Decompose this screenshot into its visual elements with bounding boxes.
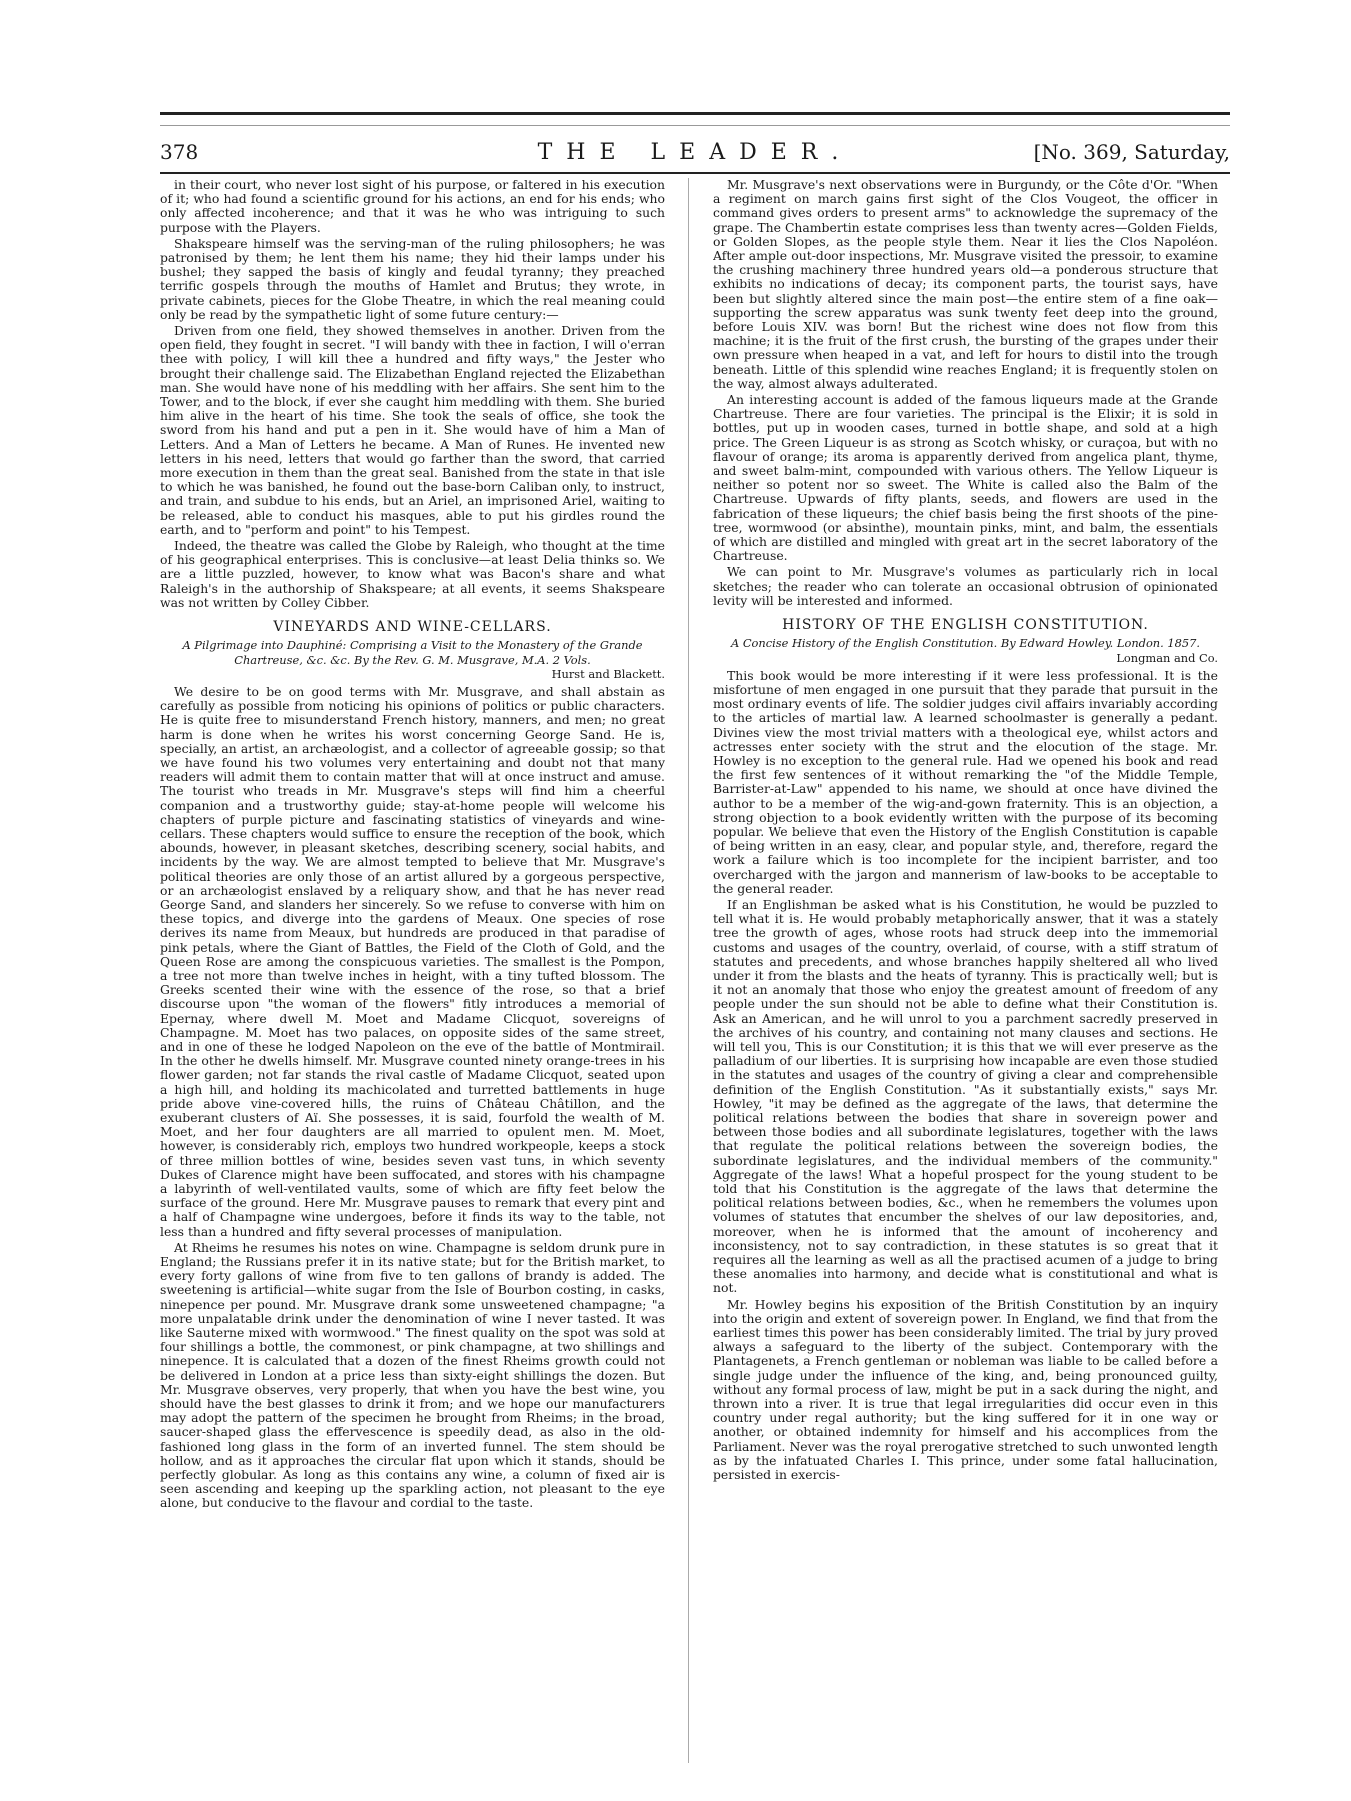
right-column — [713, 178, 1218, 1763]
paragraph: Mr. Howley begins his exposition of the British Constitution by an inquiry into the origin and extent of sovereign power. In England, we find that from the earliest times this power has been considerably limited. The trial by jury proved always a safeguard to the liberty of the subject. Contemporary with the Plantagenets, a French gentleman or nobleman was liable to be called before a single judge under the influence of the king, and, being pronounced guilty, without any formal process of law, might be put in a sack during the night, and thrown into a river. It is true that legal irregularities did occur even in this country under regal authority; but the king suffered for it in one way or another, or obtained indemnity for himself and his accomplices from the Parliament. Never was the royal prerogative stretched to such unwonted length as by the infatuated Charles I. This prince, under some fatal hallucination, persisted in exercis- — [713, 1296, 1218, 1483]
paragraph: in their court, who never lost sight of his purpose, or faltered in his execution of it; who had found a scientific ground for his actions, an end for his ends; who only affected incoherence; and that it was he who was intriguing to such purpose with the Players. — [160, 178, 665, 235]
column-divider — [688, 178, 689, 1763]
masthead: THE LEADER. — [537, 140, 853, 165]
review-title: HISTORY OF THE ENGLISH CONSTITUTION. — [782, 617, 1149, 634]
review-publisher: Hurst and Blackett. — [551, 666, 665, 681]
review-title: VINEYARDS AND WINE-CELLARS. — [273, 619, 552, 636]
page-number: 378 — [160, 140, 199, 164]
issue-number: [No. 369, Saturday, — [1033, 140, 1230, 164]
paragraph: If an Englishman be asked what is his Constitution, he would be puzzled to tell what it is. He would probably metaphorically answer, that it was a stately tree the growth of ages, whose roots had struck deep into the immemorial customs and usages of the country, overlaid, of course, with a stiff stratum of statutes and precedents, and whose branches happily sheltered all who lived under it from the blasts and the heats of tyranny. This is practically well; but is it not an anomaly that those who enjoy the greatest amount of freedom of any people under the sun should not be able to define what their Constitution is. Ask an American, and he will unrol to you a parchment sacredly preserved in the archives of his country, and containing not many clauses and sections. He will tell you, This is our Constitution; it is this that we will ever preserve as the palladium of our liberties. It is surprising how incapable are even those studied in the statutes and usages of the country of giving a clear and comprehensible definition of the English Constitution. "As it substantially exists," says Mr. Howley, "it may be defined as the aggregate of the laws, that determine the political relations between the bodies that share in sovereign power and between those bodies and all subordinate legislatures, together with the laws that regulate the political relations between the sovereign bodies, the subordinate legislatures, and the individual members of the community." Aggregate of the laws! What a hopeful prospect for the young student to be told that his Constitution is the aggregate of the laws that determine the political relations between bodies, &c., when he remembers the volumes upon volumes of statutes that encumber the shelves of our law depositories, and, moreover, when he is informed that the amount of incoherency and inconsistency, not to say contradiction, in these statutes is so great that it requires all the learning as well as all the practised acumen of a judge to bring these anomalies into harmony, and decide what is constitutional and what is not. — [713, 896, 1218, 1296]
paragraph: An interesting account is added of the famous liqueurs made at the Grande Chartreuse. There are four varieties. The principal is the Elixir; it is sold in bottles, put up in wooden cases, turned in bottle shape, and sold at a high price. The Green Liqueur is as strong as Scotch whisky, or curaçoa, but with no flavour of orange; its aroma is apparently derived from angelica plant, thyme, and sweet balm-mint, compounded with various others. The Yellow Liqueur is neither so potent nor so sweet. The White is called also the Balm of the Chartreuse. Upwards of fifty plants, seeds, and flowers are used in the fabrication of these liqueurs; the chief basis being the first shoots of the pine-tree, wormwood (or absinthe), mountain pinks, mint, and balm, the essentials of which are distilled and mingled with great art in the secret laboratory of the Chartreuse. — [713, 392, 1218, 564]
paragraph: At Rheims he resumes his notes on wine. Champagne is seldom drunk pure in England; the Russians prefer it in its native state; but for the British market, to every forty gallons of wine from five to ten gallons of brandy is added. The sweetening is artificial—white sugar from the Isle of Bourbon costing, in casks, ninepence per pound. Mr. Musgrave drank some unsweetened champagne; "a more unpalatable drink under the denomination of wine I never tasted. It was like Sauterne mixed with wormwood." The finest quality on the spot was sold at four shillings a bottle, the commonest, or pink champagne, at two shillings and ninepence. It is calculated that a dozen of the finest Rheims growth could not be delivered in London at a price less than sixty-eight shillings the dozen. But Mr. Musgrave observes, very properly, that when you have the best wine, you should have the best glasses to drink it from; and we hope our manufacturers may adopt the pattern of the specimen he brought from Rheims; in the broad, saucer-shaped glass the effervescence is speedily dead, as also in the old-fashioned long glass in the form of an inverted funnel. The stem should be hollow, and as it approaches the circular flat upon which it stands, should be perfectly globular. As long as this contains any wine, a column of fixed air is seen ascending and keeping up the sparkling action, not pleasant to the eye alone, but conducive to the flavour and cordial to the taste. — [160, 1239, 665, 1511]
header-rule — [160, 172, 1230, 174]
top-border — [160, 112, 1230, 126]
review-publisher: Longman and Co. — [1116, 650, 1218, 665]
paragraph: Indeed, the theatre was called the Globe by Raleigh, who thought at the time of his geographical enterprises. This is conclusive—at least Delia thinks so. We are a little puzzled, however, to know what was Bacon's share and what Raleigh's in the authorship of Shakspeare; at all events, it seems Shakspeare was not written by Colley Cibber. — [160, 538, 665, 610]
paragraph: Mr. Musgrave's next observations were in Burgundy, or the Côte d'Or. "When a regiment on march gains first sight of the Clos Vougeot, the officer in command gives orders to present arms" to acknowledge the supremacy of the grape. The Chambertin estate comprises less than twenty acres—Golden Fields, or Golden Slopes, as the people style them. Near it lies the Clos Napoléon. After ample out-door inspections, Mr. Musgrave visited the pressoir, to examine the crushing machinery three hundred years old—a ponderous structure that exhibits no indications of decay; its component parts, the tourist says, have been but slightly altered since the main post—the entire stem of a fine oak—supporting the screw apparatus was sunk twenty feet deep into the ground, before Louis XIV. was born! But the richest wine does not flow from this machine; it is the fruit of the first crush, the bursting of the grapes under their own pressure when heaped in a vat, and left for hours to distil into the trough beneath. Little of this splendid wine reaches England; it is frequently stolen on the way, almost always adulterated. — [713, 178, 1218, 391]
left-column — [160, 178, 665, 1763]
page-header — [160, 140, 1230, 166]
paragraph: Driven from one field, they showed themselves in another. Driven from the open field, they fought in secret. "I will bandy with thee in faction, I will o'erran thee with policy, I will kill thee a hundred and fifty ways," the Jester who brought their challenge said. The Elizabethan England rejected the Elizabethan man. She would have none of his meddling with her affairs. She sent him to the Tower, and to the block, if ever she caught him meddling with them. She buried him alive in the heart of his time. She took the seals of office, she took the sword from his hand and put a pen in it. She would have of him a Man of Letters. And a Man of Letters he became. A Man of Runes. He invented new letters in his need, letters that would go farther than the sword, that carried more execution in them than the great seal. Banished from the state in that isle to which he was banished, he found out the base-born Caliban only, to instruct, and train, and subdue to his ends, but an Ariel, an imprisoned Ariel, waiting to be released, able to conduct his masques, able to put his girdles round the earth, and to "perform and point" to his Tempest. — [160, 323, 665, 537]
paragraph: This book would be more interesting if it were less professional. It is the misfortune of men engaged in one pursuit that they parade that pursuit in the most ordinary events of life. The soldier judges civil affairs invariably according to the articles of martial law. A learned schoolmaster is generally a pedant. Divines view the most trivial matters with a theological eye, whilst actors and actresses enter society with the strut and the elocution of the stage. Mr. Howley is no exception to the general rule. Had we opened his book and read the first few sentences of it without remarking the "of the Middle Temple, Barrister-at-Law" appended to his name, we should at once have divined the author to be a member of the wig-and-gown fraternity. This is an objection, a strong objection to a book evidently written with the purpose of its becoming popular. We believe that even the History of the English Constitution is capable of being written in an easy, clear, and popular style, and, therefore, regard the work a failure which is too incomplete for the incipient barrister, and too overcharged with the jargon and mannerism of law-books to be acceptable to the general reader. — [713, 667, 1218, 896]
review-byline: A Concise History of the English Constitution. By Edward Howley. London. 1857. — [730, 636, 1200, 651]
paragraph: Shakspeare himself was the serving-man of the ruling philosophers; he was patronised by them; he lent them his name; they hid their lamps under his bushel; they sapped the basis of kingly and feudal tyranny; they preached terrific gospels through the mouths of Hamlet and Brutus; they wrote, in private cabinets, pieces for the Globe Theatre, in which the real meaning could only be read by the sympathetic light of some future century:— — [160, 235, 665, 322]
paragraph: We can point to Mr. Musgrave's volumes as particularly rich in local sketches; the reader who can tolerate an occasional obtrusion of opinionated levity will be interested and informed. — [713, 564, 1218, 608]
review-byline: A Pilgrimage into Dauphiné: Comprising a Visit to the Monastery of the Grande Chartreuse, &c. &c. By the Rev. G. M. Musgrave, M.A. 2 Vols. — [182, 638, 643, 667]
paragraph: We desire to be on good terms with Mr. Musgrave, and shall abstain as carefully as possible from noticing his opinions of politics or public characters. He is quite free to misunderstand French history, manners, and men; no great harm is done when he writes his worst concerning George Sand. He is, specially, an artist, an archæologist, and a collector of agreeable gossip; so that we have found his two volumes very entertaining and doubt not that many readers will admit them to contain matter that will at once instruct and amuse. The tourist who treads in Mr. Musgrave's steps will find him a cheerful companion and a trustworthy guide; stay-at-home people will welcome his chapters of purple picture and fascinating statistics of vineyards and wine-cellars. These chapters would suffice to ensure the reception of the book, which abounds, however, in pleasant sketches, describing scenery, social habits, and incidents by the way. We are almost tempted to believe that Mr. Musgrave's political theories are only those of an artist allured by a gorgeous perspective, or an archæologist enslaved by a reliquary show, and that he has never read George Sand, and slanders her sincerely. So we refuse to converse with him on these topics, and diverge into the gardens of Meaux. One species of rose derives its name from Meaux, but hundreds are produced in that paradise of pink petals, where the Giant of Battles, the Field of the Cloth of Gold, and the Queen Rose are among the conspicuous varieties. The smallest is the Pompon, a tree not more than twelve inches in height, with a tiny tufted blossom. The Greeks scented their wine with the essence of the rose, so that a brief discourse upon "the woman of the flowers" fitly introduces a memorial of Epernay, where dwell M. Moet and Madame Clicquot, sovereigns of Champagne. M. Moet has two palaces, on opposite sides of the same street, and in one of these he lodged Napoleon on the eve of the battle of Montmirail. In the other he dwells himself. Mr. Musgrave counted ninety orange-trees in his flower garden; not far stands the rival castle of Madame Clicquot, seated upon a high hill, and holding its machicolated and turretted battlements in huge pride above vine-covered hills, the ruins of Château Châtillon, and the exuberant clusters of Aï. She possesses, it is said, fourfold the wealth of M. Moet, and her four daughters are all married to opulent men. M. Moet, however, is considerably rich, employs two hundred workpeople, keeps a stock of three million bottles of wine, besides seven vast tuns, in which seventy Dukes of Clarence might have been suffocated, and stores with his champagne a labyrinth of well-ventilated vaults, some of which are fifty feet below the surface of the ground. Here Mr. Musgrave pauses to remark that every pint and a half of Champagne wine undergoes, before it finds its way to the table, not less than a hundred and fifty several processes of manipulation. — [160, 683, 665, 1239]
